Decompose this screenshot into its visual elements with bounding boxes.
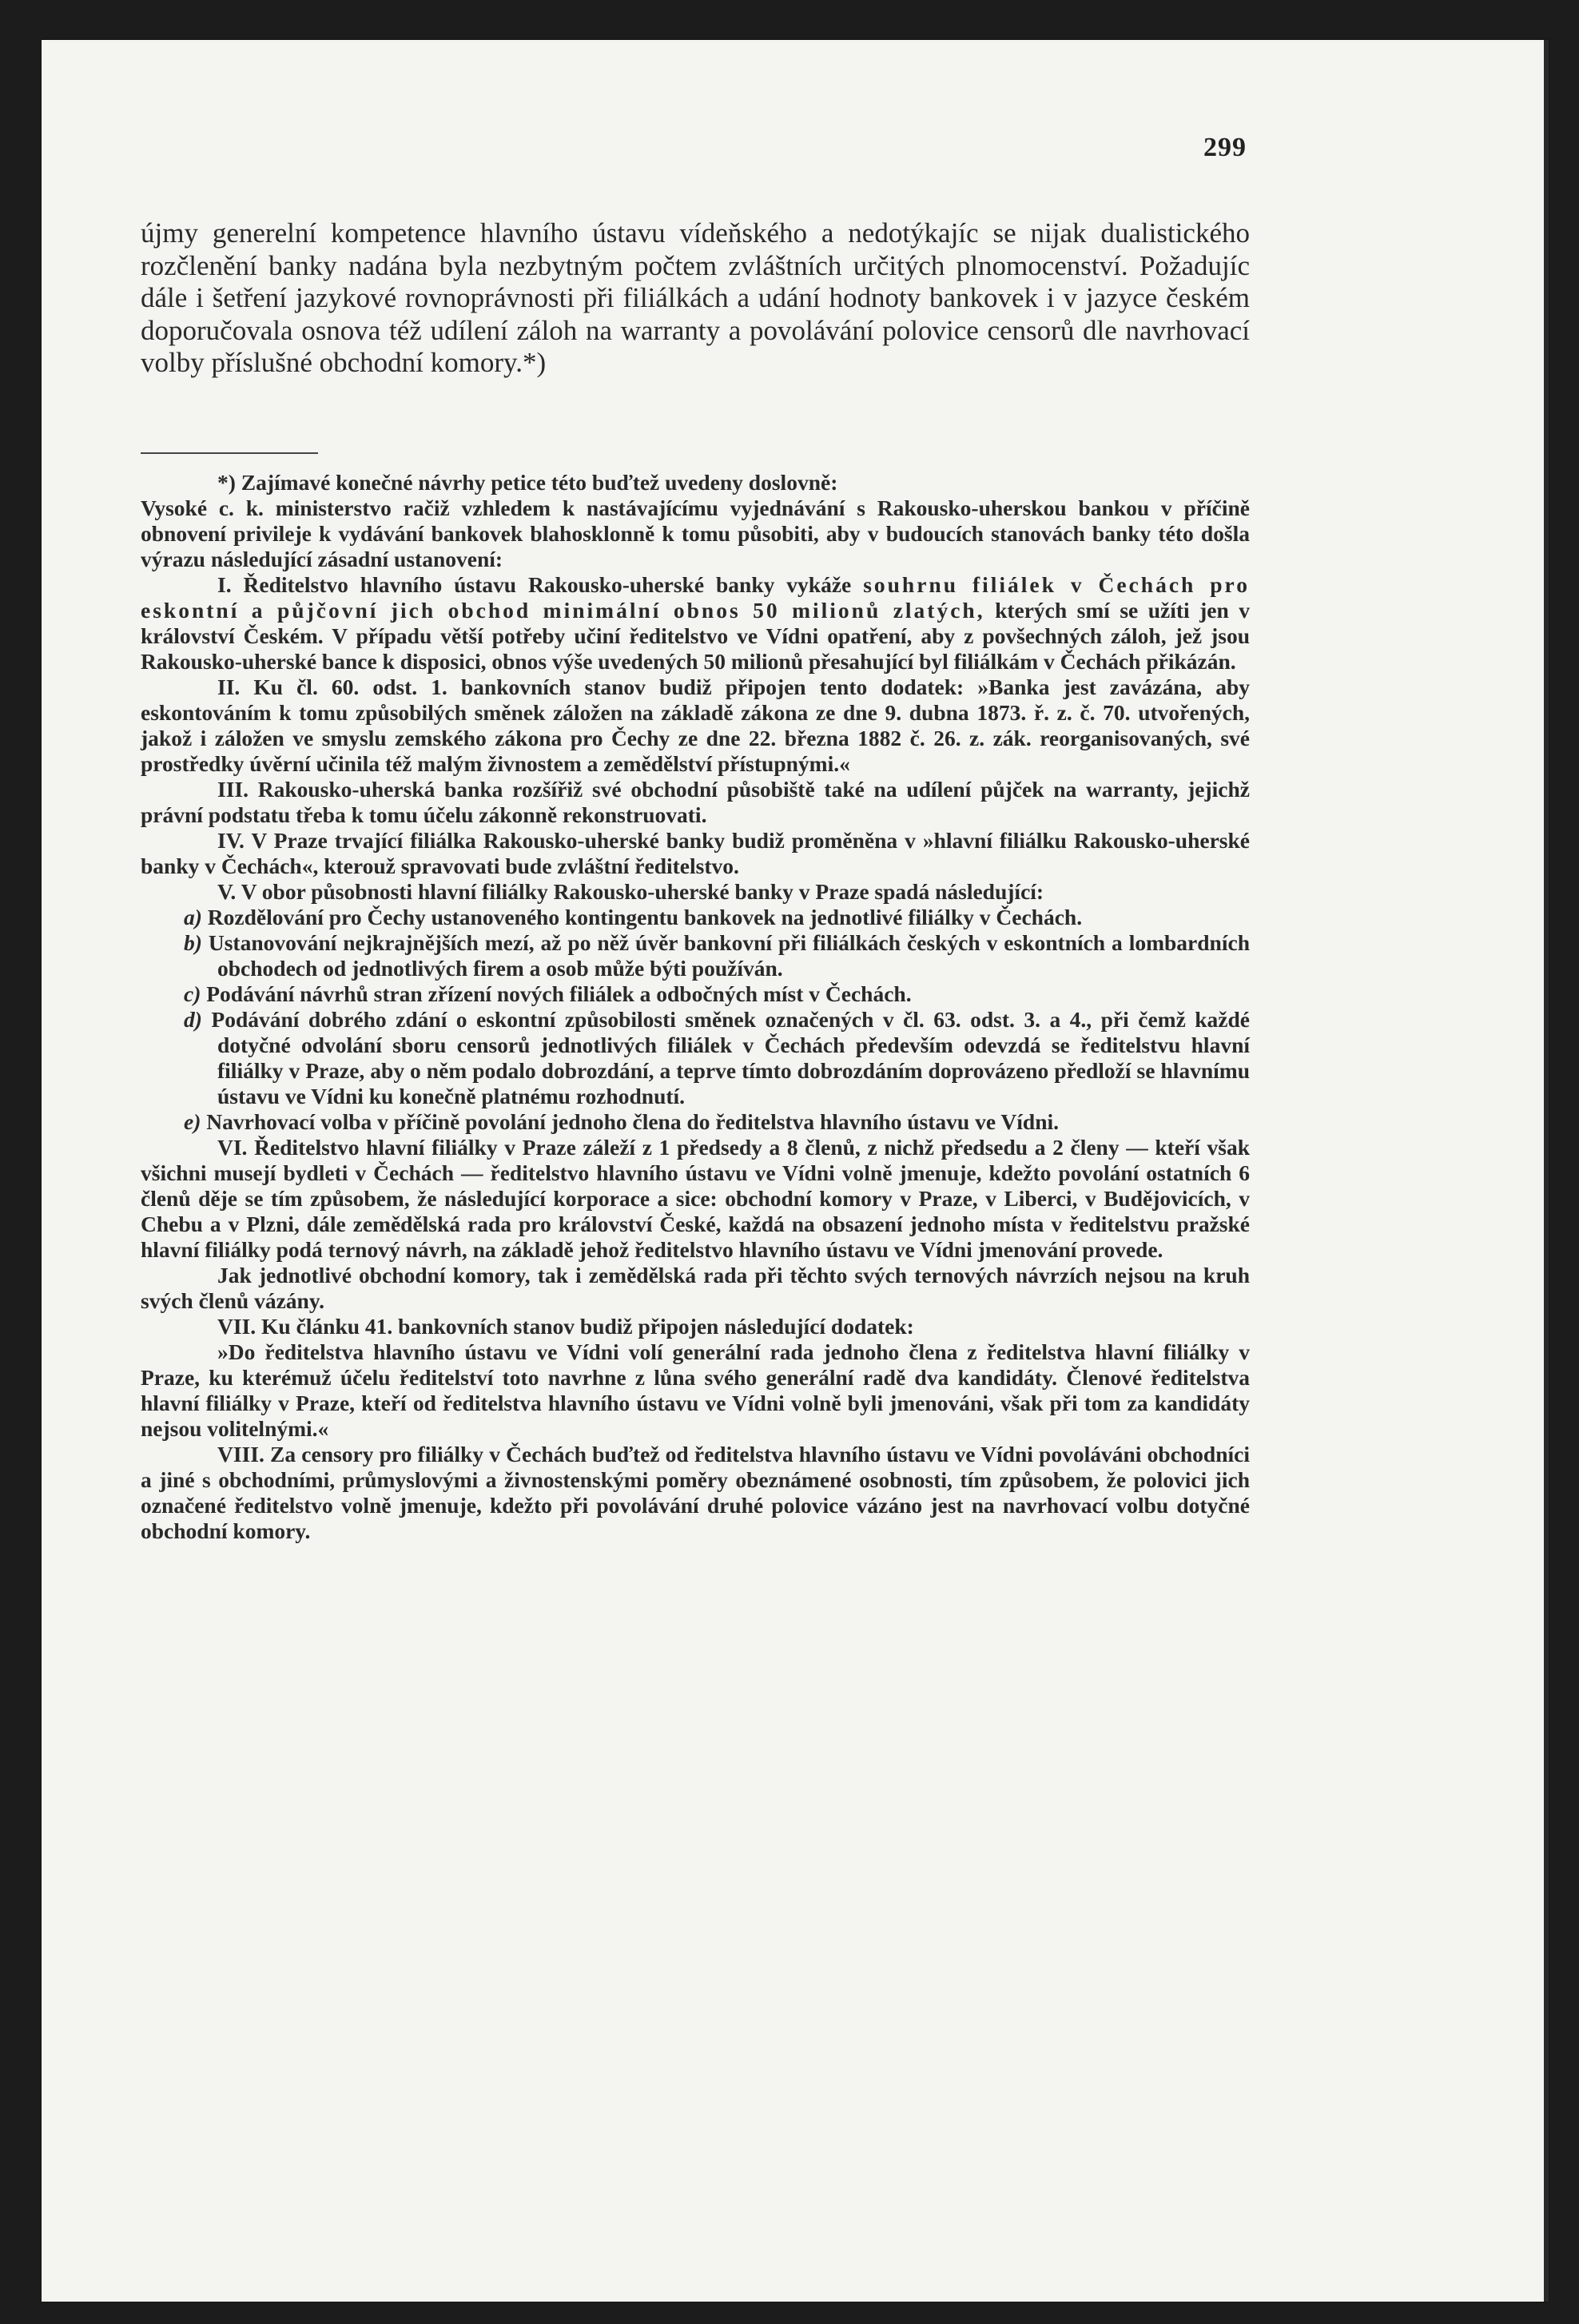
footnote-point-V: V. V obor působnosti hlavní filiálky Rakousko-uherské banky v Praze spadá následující: [217,879,1044,904]
footnote-paragraph: Vysoké c. k. ministerstvo račiž vzhledem k nastávajícímu vyjednávání s Rakousko-uherskou bankou v příčině obnovení privileje k vydávání bankovek blahosklonně k tomu působiti, aby v budoucích stanovách banky této došla výrazu následující zásadní ustanovení: [141,495,1250,571]
list-item [141,930,1250,981]
item-letter: c) [184,981,201,1006]
footnote-intro: *) Zajímavé konečné návrhy petice této buďtež uvedeny doslovně: [217,470,838,495]
item-letter: b) [184,930,202,955]
main-paragraph [141,217,1250,380]
list-item [141,1007,1250,1109]
footnote-point-I [141,572,1250,675]
list-item [141,1109,1250,1135]
item-letter: e) [184,1109,201,1134]
footnote-point-VI: VI. Ředitelstvo hlavní filiálky v Praze záleží z 1 předsedy a 8 členů, z nichž předsedu a 2 členy — kteří však všichni musejí bydleti v Čechách — ředitelstvo hlavního ústavu ve Vídni volně jmenuje, kdežto povolání ostatních 6 členů děje se tím způsobem, že následující korporace a sice: obchodní komory v Praze, v Liberci, v Budějovicích, v Chebu a v Plzni, dále zemědělská rada pro království České, každá na obsazení jednoho místa v ředitelstvu pražské hlavní filiálky podá ternový návrh, na základě jehož ředitelstvo hlavního ústavu ve Vídni jmenování provede. [141,1135,1250,1262]
list-item [141,905,1250,930]
item-text: Podávání návrhů stran zřízení nových filiálek a odbočných míst v Čechách. [206,981,912,1006]
page-edge-shadow [1544,40,1549,2302]
item-text: Rozdělování pro Čechy ustanoveného kontingentu bankovek na jednotlivé filiálky v Čechách. [207,905,1083,929]
footnote-point-VI-continued: Jak jednotlivé obchodní komory, tak i zemědělská rada při těchto svých ternových návrzích nejsou na kruh svých členů vázány. [141,1263,1250,1313]
point-I-spaced: souhrnu filiálek v Čechách pro eskontní a půjčovní jich obchod minimální obnos 50 milionů zlatých, [141,572,1251,623]
page-number: 299 [1203,133,1247,162]
footnote-point-VIII: VIII. Za censory pro filiálky v Čechách buďtež od ředitelstva hlavního ústavu ve Vídni povoláváni obchodníci a jiné s obchodními, průmyslovými a živnostenskými poměry obeznámené osobnosti, tím způsobem, že polovici jich označené ředitelstvo volně jmenuje, kdežto při povolávání druhé polovice vázáno jest na navrhovací volbu dotyčné obchodní komory. [141,1442,1250,1543]
main-text: újmy generelní kompetence hlavního ústavu vídeňského a nedotýkajíc se nijak dualistického rozčlenění banky nadána byla nezbytným počtem zvláštních určitých plnomocenství. Požadujíc dále i šetření jazykové rovnoprávnosti při filiálkách a udání hodnoty bankovek i v jazyce českém doporučovala osnova též udílení záloh na warranty a povolávání polovice censorů dle navrhovací volby příslušné obchodní komory.*) [141,217,1250,379]
item-letter: d) [184,1007,202,1032]
point-I-end: kterých smí se užíti jen v království Českém. V případu větší potřeby učiní ředitelstvo ve Vídni opatření, aby z povšechných záloh, jež jsou Rakousko-uherské bance k disposici, obnos výše uvedených 50 milionů přesahující byl filiálkám v Čechách přikázán. [141,598,1250,674]
footnote-point-VII: VII. Ku článku 41. bankovních stanov budiž připojen následující dodatek: [217,1314,914,1339]
point-I-start: I. Ředitelstvo hlavního ústavu Rakousko-uherské banky vykáže [217,572,852,597]
footnote-point-II: II. Ku čl. 60. odst. 1. bankovních stanov budiž připojen tento dodatek: »Banka jest zavázána, aby eskontováním k tomu způsobilých směnek záložen na základě zákona ze dne 9. dubna 1873. ř. z. č. 70. utvořených, jakož i záložen ve smyslu zemského zákona pro Čechy ze dne 22. března 1882 č. 26. z. zák. reorganisovaných, své prostředky úvěrní učinila též malým živnostem a zemědělství přístupnými.« [141,675,1250,776]
footnote-point-VII-quote: »Do ředitelstva hlavního ústavu ve Vídni volí generální rada jednoho člena z ředitelstva hlavní filiálky v Praze, ku kterémuž účelu ředitelství toto navrhne z lůna svého generální radě dva kandidáty. Členové ředitelstva hlavní filiálky v Praze, kteří od ředitelstva hlavního ústavu ve Vídni volně byli jmenováni, však při tom za kandidáty nejsou volitelnými.« [141,1339,1250,1441]
item-text: Ustanovování nejkrajnějších mezí, až po něž úvěr bankovní při filiálkách českých v eskontních a lombardních obchodech od jednotlivých firem a osob může býti používán. [208,930,1250,981]
list-item [141,981,1250,1007]
footnote-point-III: III. Rakousko-uherská banka rozšířiž své obchodní působiště také na udílení půjček na warranty, jejichž právní podstatu třeba k tomu účelu zákonně rekonstruovati. [141,777,1250,827]
item-text: Podávání dobrého zdání o eskontní způsobilosti směnek označených v čl. 63. odst. 3. a 4., při čemž každé dotyčné odvolání sboru censorů jednotlivých filiálek v Čechách především odevzdá se ředitelstvu hlavní filiálky v Praze, aby o něm podalo dobrozdání, a teprve tímto dobrozdáním doprovázeno předloží se hlavnímu ústavu ve Vídni ku konečně platnému rozhodnutí. [211,1007,1250,1108]
footnote-block [141,470,1250,1544]
footnote-separator [141,452,318,454]
footnote-point-IV: IV. V Praze trvající filiálka Rakousko-uherské banky budiž proměněna v »hlavní filiálku Rakousko-uherské banky v Čechách«, kterouž spravovati bude zvláštní ředitelstvo. [141,828,1250,878]
item-text: Navrhovací volba v příčině povolání jednoho člena do ředitelstva hlavního ústavu ve Vídni. [206,1109,1060,1134]
item-letter: a) [184,905,202,929]
